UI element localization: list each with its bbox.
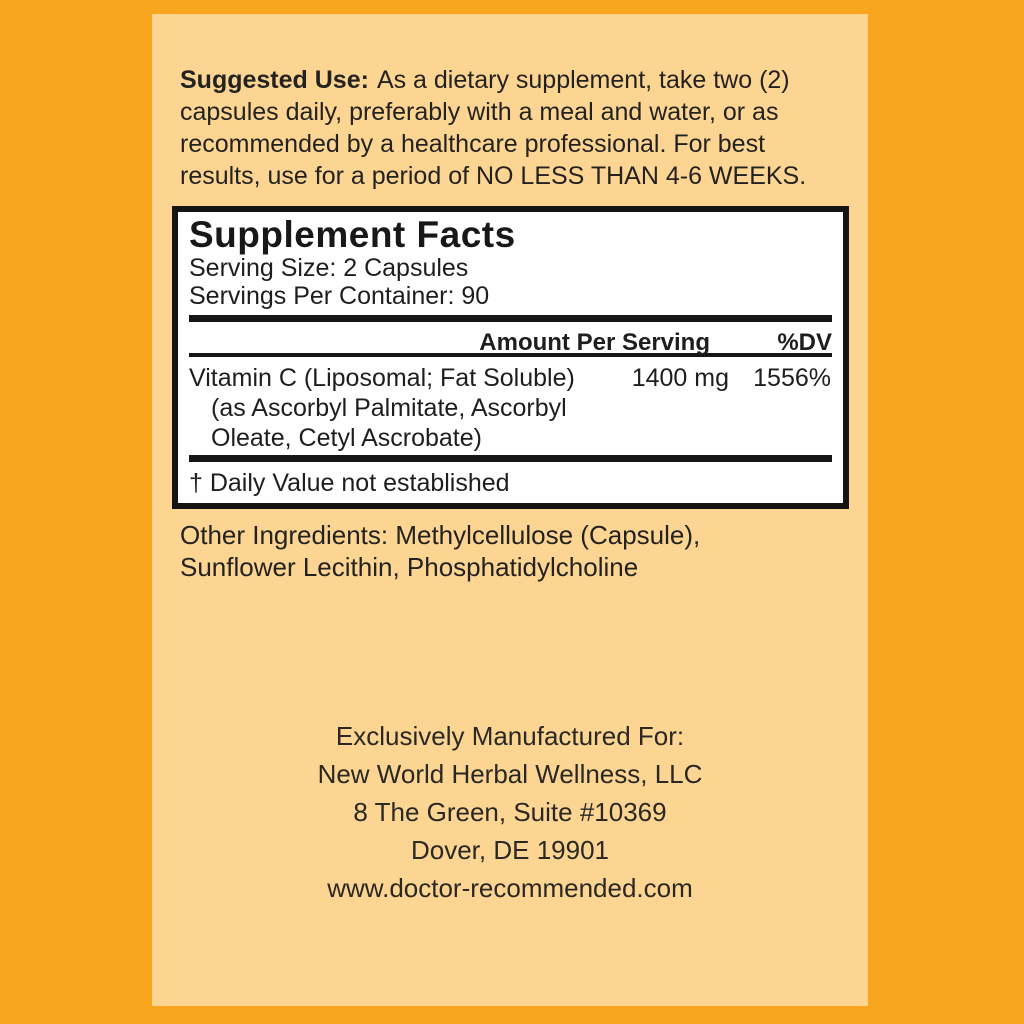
nutrient-row-line1	[189, 363, 832, 393]
serving-size: Serving Size: 2 Capsules	[189, 254, 469, 282]
other-ingredients-line: Other Ingredients: Methylcellulose (Capsule),	[180, 520, 701, 550]
manufacturer-street: 8 The Green, Suite #10369	[353, 797, 667, 827]
divider-thick-bottom	[189, 455, 832, 462]
suggested-use-label: Suggested Use:	[180, 66, 369, 94]
facts-header-row	[189, 327, 832, 356]
servings-per-container: Servings Per Container: 90	[189, 282, 490, 310]
nutrient-name-continued: (as Ascorbyl Palmitate, Ascorbyl	[211, 394, 567, 422]
suggested-use-line: results, use for a period of NO LESS THAN 4-6 WEEKS.	[180, 162, 807, 190]
column-header-amount: Amount Per Serving	[479, 329, 710, 356]
daily-value-footnote: † Daily Value not established	[189, 469, 510, 497]
supplement-facts-box	[172, 206, 849, 509]
nutrient-row	[189, 363, 832, 453]
manufacturer-name: New World Herbal Wellness, LLC	[317, 759, 703, 789]
nutrient-name-continued: Oleate, Cetyl Ascrobate)	[211, 424, 482, 452]
manufacturer-website: www.doctor-recommended.com	[327, 873, 693, 903]
other-ingredients-line: Sunflower Lecithin, Phosphatidylcholine	[180, 552, 639, 582]
suggested-use-text: As a dietary supplement, take two (2)	[376, 66, 790, 94]
suggested-use-line	[180, 64, 852, 96]
column-header-dv: %DV	[777, 329, 832, 356]
manufacturer-city: Dover, DE 19901	[410, 835, 609, 865]
other-ingredients	[180, 519, 852, 583]
nutrient-amount: 1400 mg	[631, 364, 729, 392]
suggested-use-line: recommended by a healthcare professional. For best	[180, 130, 766, 158]
supplement-facts-title: Supplement Facts	[189, 214, 516, 255]
suggested-use-paragraph	[180, 64, 852, 192]
manufacturer-block	[152, 717, 868, 907]
divider-thick-top	[189, 315, 832, 322]
suggested-use-line: capsules daily, preferably with a meal and water, or as	[180, 98, 779, 126]
nutrient-dv: 1556%	[753, 364, 831, 392]
supplement-facts-inner	[178, 215, 843, 506]
nutrient-name: Vitamin C (Liposomal; Fat Soluble)	[189, 364, 575, 392]
manufactured-for-label: Exclusively Manufactured For:	[335, 721, 685, 751]
